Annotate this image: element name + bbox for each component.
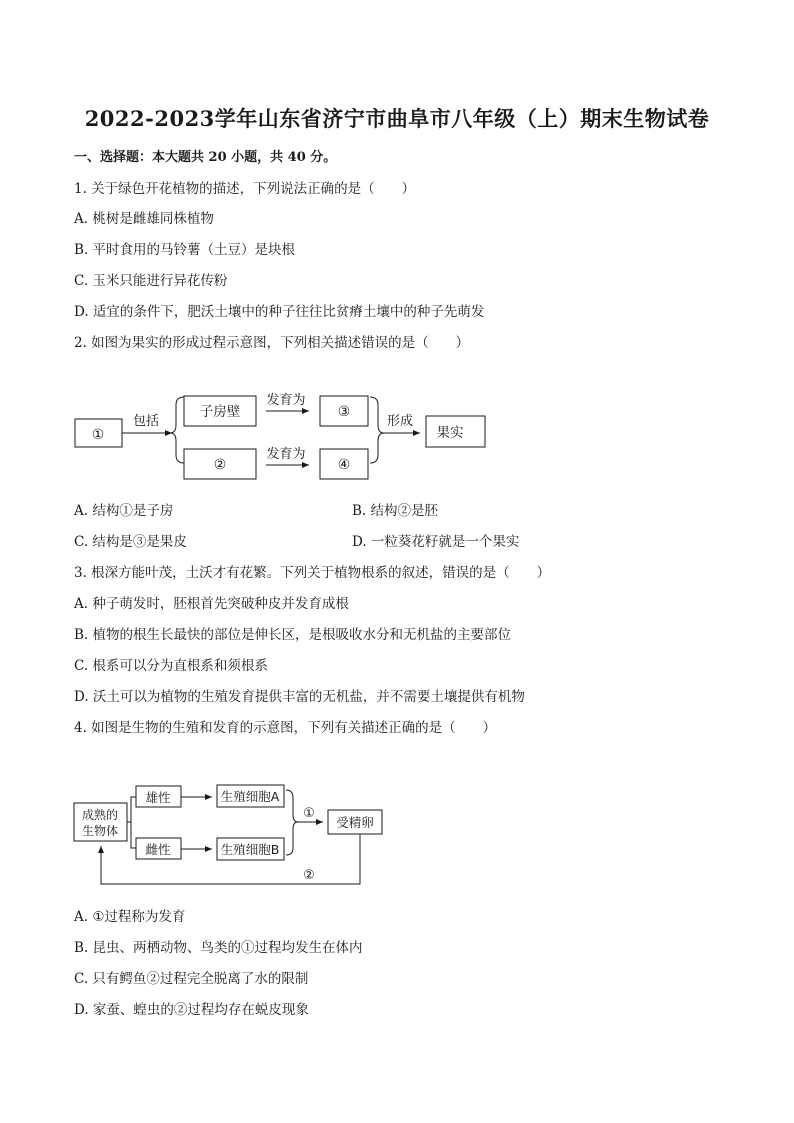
- q4-option-b: B. 昆虫、两栖动物、鸟类的①过程均发生在体内: [74, 940, 363, 956]
- q4-stem: 4. 如图是生物的生殖和发育的示意图，下列有关描述正确的是（ ）: [74, 720, 497, 736]
- q3-option-d: D. 沃土可以为植物的生殖发育提供丰富的无机盐，并不需要土壤提供有机物: [74, 689, 525, 705]
- q3-option-b: B. 植物的根生长最快的部位是伸长区，是根吸收水分和无机盐的主要部位: [74, 627, 512, 643]
- q2-option-c: C. 结构是③是果皮: [74, 534, 187, 550]
- fruit-formation-diagram: [75, 396, 485, 479]
- step-1-label: ①: [303, 806, 315, 821]
- q4-option-c: C. 只有鳄鱼②过程完全脱离了水的限制: [74, 971, 309, 987]
- q2-stem: 2. 如图为果实的形成过程示意图，下列相关描述错误的是（ ）: [74, 335, 470, 351]
- q3-stem: 3. 根深方能叶茂，土沃才有花繁。下列关于植物根系的叙述，错误的是（ ）: [74, 565, 551, 581]
- develop-bottom-label: 发育为: [266, 447, 306, 462]
- split-line-bottom: [131, 822, 136, 848]
- q1-option-b: B. 平时食用的马铃薯（土豆）是块根: [74, 242, 296, 258]
- box-1-label: ①: [91, 427, 105, 443]
- q2-option-b: B. 结构②是胚: [352, 503, 439, 519]
- box-2-label: ②: [213, 457, 227, 473]
- zygote-label: 受精卵: [336, 815, 374, 830]
- section-heading: 一、选择题：本大题共 20 小题，共 40 分。: [74, 150, 337, 165]
- left-brace: [170, 397, 184, 463]
- box-4-label: ④: [337, 457, 351, 473]
- ovary-wall-label: 子房壁: [199, 404, 241, 420]
- include-label: 包括: [132, 414, 160, 429]
- q3-option-a: A. 种子萌发时，胚根首先突破种皮并发育成根: [74, 596, 349, 612]
- male-label: 雄性: [145, 790, 171, 805]
- q4-option-a: A. ①过程称为发育: [74, 909, 186, 925]
- q4-option-d: D. 家蚕、蝗虫的②过程均存在蜕皮现象: [74, 1002, 309, 1018]
- develop-top-label: 发育为: [266, 393, 306, 408]
- step-2-label: ②: [303, 868, 315, 883]
- fruit-label: 果实: [436, 425, 464, 441]
- cell-b-label: 生殖细胞B: [220, 842, 280, 857]
- form-label: 形成: [386, 414, 414, 429]
- split-line-top: [127, 797, 136, 822]
- q3-option-c: C. 根系可以分为直根系和须根系: [74, 658, 268, 674]
- mature-organism-label-2: 生物体: [81, 824, 119, 838]
- merge-brace: [286, 790, 298, 855]
- cell-a-label: 生殖细胞A: [220, 789, 280, 804]
- q1-option-d: D. 适宜的条件下，肥沃土壤中的种子往往比贫瘠土壤中的种子先萌发: [74, 304, 485, 320]
- box-3-label: ③: [337, 404, 351, 420]
- q1-option-c: C. 玉米只能进行异花传粉: [74, 273, 228, 289]
- q2-option-a: A. 结构①是子房: [74, 503, 174, 519]
- exam-title: 2022-2023学年山东省济宁市曲阜市八年级（上）期末生物试卷: [84, 106, 710, 131]
- right-brace: [370, 397, 384, 463]
- q1-option-a: A. 桃树是雌雄同株植物: [74, 211, 214, 227]
- q1-stem: 1. 关于绿色开花植物的描述，下列说法正确的是（ ）: [74, 181, 416, 197]
- q2-option-d: D. 一粒葵花籽就是一个果实: [352, 534, 520, 550]
- female-label: 雌性: [145, 842, 171, 857]
- mature-organism-label-1: 成熟的: [81, 808, 119, 822]
